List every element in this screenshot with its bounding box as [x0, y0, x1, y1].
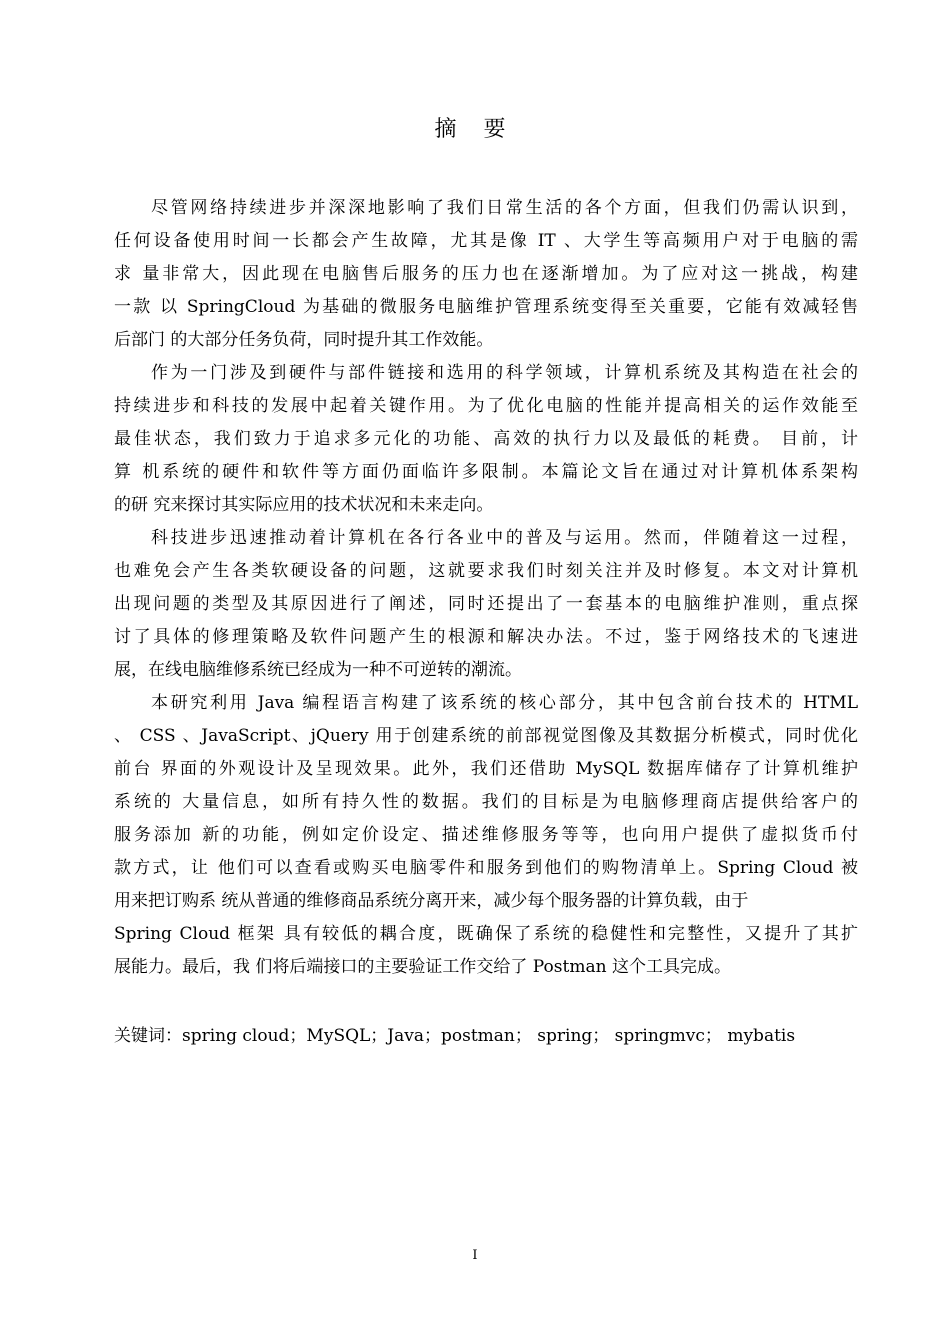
- paragraph-2-line-5: 的研 究来探讨其实际应用的技术状况和未来走向。: [114, 495, 494, 515]
- paragraph-4-line-5: 服务添加 新的功能，例如定价设定、描述维修服务等等，也向用户提供了虚拟货币付: [114, 825, 858, 845]
- paragraph-3-line-3: 出现问题的类型及其原因进行了阐述，同时还提出了一套基本的电脑维护准则，重点探: [114, 594, 858, 614]
- abstract-title: 摘 要: [434, 117, 516, 142]
- paragraph-1-line-3: 求 量非常大，因此现在电脑售后服务的压力也在逐渐增加。为了应对这一挑战，构建: [114, 264, 858, 284]
- paragraph-4-line-7: 用来把订购系 统从普通的维修商品系统分离开来，减少每个服务器的计算负载，由于: [114, 891, 749, 911]
- paragraph-1-line-2: 任何设备使用时间一长都会产生故障，尤其是像 IT 、大学生等高频用户对于电脑的需: [114, 231, 858, 251]
- paragraph-1-line-1: 尽管网络持续进步并深深地影响了我们日常生活的各个方面，但我们仍需认识到，: [151, 198, 858, 218]
- paragraph-1-line-5: 后部门 的大部分任务负荷，同时提升其工作效能。: [114, 330, 494, 350]
- paragraph-4-line-4: 系统的 大量信息，如所有持久性的数据。我们的目标是为电脑修理商店提供给客户的: [114, 792, 858, 812]
- paragraph-2-line-3: 最佳状态，我们致力于追求多元化的功能、高效的执行力以及最低的耗费。 目前，计: [114, 429, 858, 449]
- paragraph-2-line-2: 持续进步和科技的发展中起着关键作用。为了优化电脑的性能并提高相关的运作效能至: [114, 396, 858, 416]
- paragraph-4-line-6: 款方式，让 他们可以查看或购买电脑零件和服务到他们的购物清单上。Spring Cloud 被: [114, 858, 858, 878]
- abstract-body: [114, 192, 858, 984]
- keywords-text: spring cloud；MySQL；Java；postman； spring； springmvc； mybatis: [182, 1026, 796, 1046]
- paragraph-2-line-1: 作为一门涉及到硬件与部件链接和选用的科学领域，计算机系统及其构造在社会的: [151, 363, 858, 383]
- keywords-line: [114, 1020, 795, 1053]
- paragraph-3-line-5: 展，在线电脑维修系统已经成为一种不可逆转的潮流。: [114, 660, 522, 680]
- paragraph-2-line-4: 算 机系统的硬件和软件等方面仍面临许多限制。本篇论文旨在通过对计算机体系架构: [114, 462, 858, 482]
- paragraph-4-line-3: 前台 界面的外观设计及呈现效果。此外，我们还借助 MySQL 数据库储存了计算机维护: [114, 759, 858, 779]
- paragraph-4-line-1: 本研究利用 Java 编程语言构建了该系统的核心部分，其中包含前台技术的 HTML: [151, 693, 858, 713]
- paragraph-4-line-9: 展能力。最后，我 们将后端接口的主要验证工作交给了 Postman 这个工具完成。: [114, 957, 731, 977]
- paragraph-4-line-8: Spring Cloud 框架 具有较低的耦合度，既确保了系统的稳健性和完整性，又提升了其扩: [114, 924, 858, 944]
- paragraph-1-line-4: 一款 以 SpringCloud 为基础的微服务电脑维护管理系统变得至关重要，它能有效减轻售: [114, 297, 858, 317]
- paragraph-3-line-1: 科技进步迅速推动着计算机在各行各业中的普及与运用。然而，伴随着这一过程，: [151, 528, 858, 548]
- paragraph-3-line-2: 也难免会产生各类软硬设备的问题，这就要求我们时刻关注并及时修复。本文对计算机: [114, 561, 858, 581]
- page-number: I: [472, 1248, 478, 1263]
- keywords-label: 关键词：: [114, 1026, 182, 1046]
- paragraph-4-line-2: 、 CSS 、JavaScript、jQuery 用于创建系统的前部视觉图像及其数据分析模式，同时优化: [114, 726, 858, 746]
- paragraph-3-line-4: 讨了具体的修理策略及软件问题产生的根源和解决办法。不过，鉴于网络技术的飞速进: [114, 627, 858, 647]
